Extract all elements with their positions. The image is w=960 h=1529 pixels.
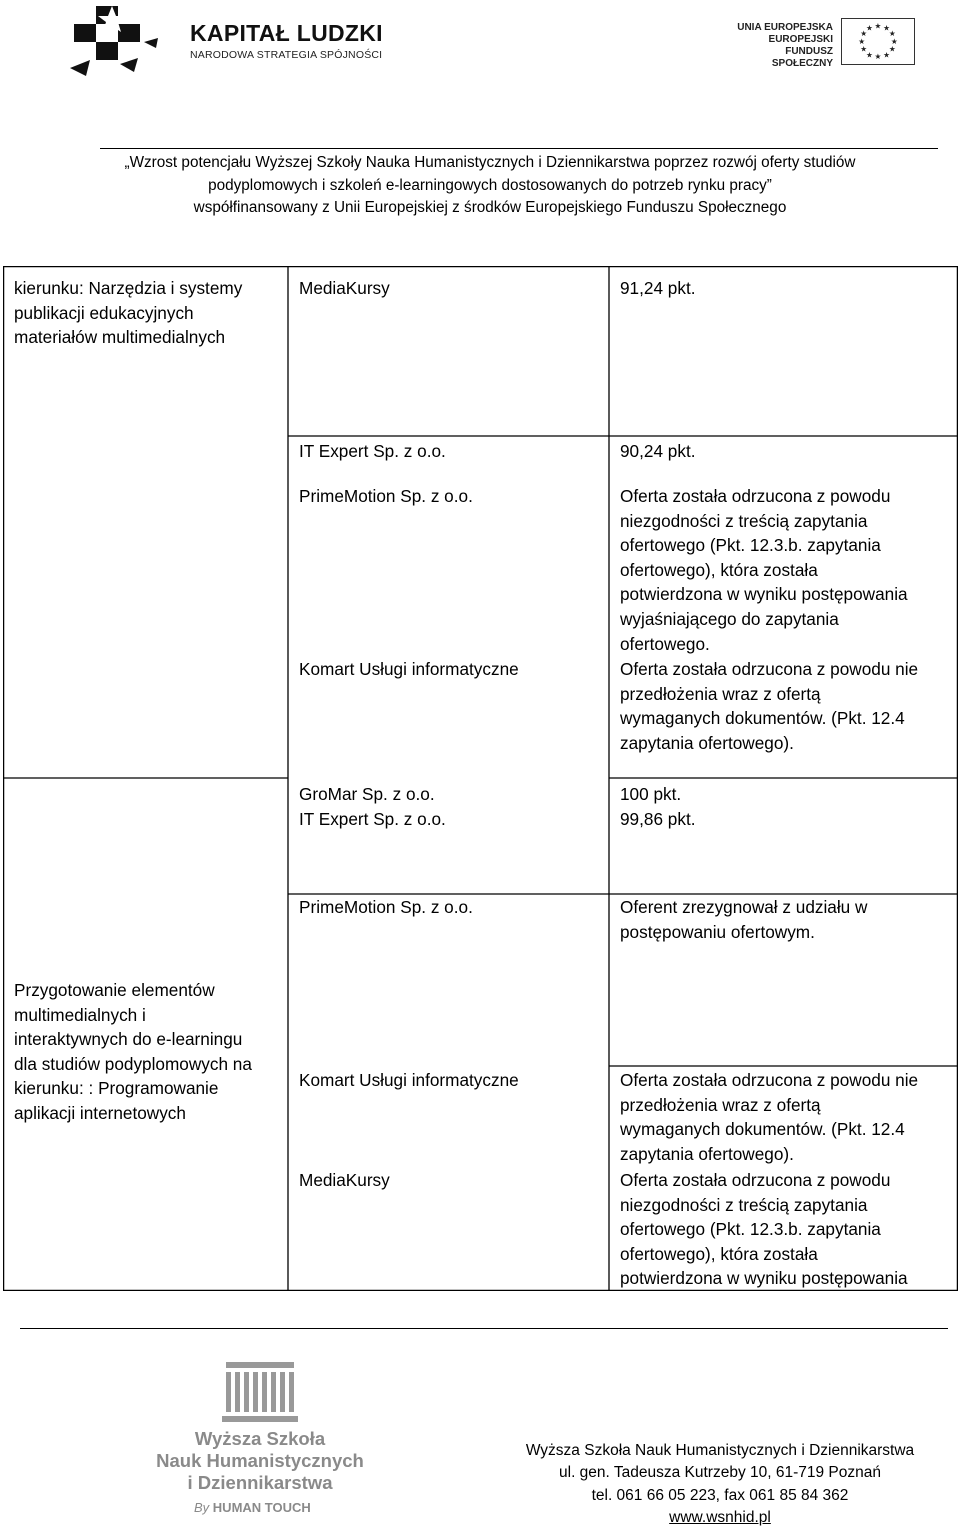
offer-result-line: niezgodności z treścią zapytania [620, 1194, 868, 1215]
svg-text:★: ★ [888, 29, 896, 39]
course-name-line: kierunku: Narzędzia i systemy [14, 278, 243, 298]
offer-result-line: Oferta została odrzucona z powodu [620, 1170, 891, 1190]
eu-logo-line: FUNDUSZ SPOŁECZNY [771, 46, 833, 69]
project-title [100, 152, 880, 220]
eu-logo-line: UNIA EUROPEJSKA [737, 22, 833, 33]
website-link[interactable]: www.wsnhid.pl [669, 1508, 771, 1526]
company-name: MediaKursy [299, 1170, 390, 1190]
offer-result-line: Oferent zrezygnował z udziału w [620, 897, 868, 917]
offer-result-line: ofertowego), która została [620, 559, 818, 580]
svg-text:★: ★ [860, 44, 868, 54]
course-name-line: multimedialnych i [14, 1004, 146, 1025]
university-building-icon [220, 1362, 300, 1424]
address-line: tel. 061 66 05 223, fax 061 85 84 362 [591, 1486, 849, 1504]
university-logo-line: i Dziennikarstwa [187, 1472, 333, 1493]
offer-result [620, 895, 950, 944]
offer-result-line: ofertowego. [620, 633, 710, 654]
course-name-line: kierunku: : Programowanie [14, 1078, 219, 1099]
offer-result [620, 657, 950, 755]
svg-text:★: ★ [865, 50, 873, 60]
kapital-ludzki-title: KAPITAŁ LUDZKI [190, 20, 383, 46]
course-name-line: interaktywnych do e-learningu [14, 1029, 243, 1050]
tagline-by: By [194, 1500, 210, 1515]
footer-address [510, 1440, 930, 1529]
kapital-ludzki-logo [60, 2, 383, 80]
university-logo-tagline [194, 1500, 311, 1515]
project-title-line: „Wzrost potencjału Wyższej Szkoły Nauka Humanistycznych i Dziennikarstwa poprzez rozwój oferty studiów [124, 154, 856, 171]
offer-result-line: 91,24 pkt. [620, 278, 696, 298]
address-line: ul. gen. Tadeusza Kutrzeby 10, 61-719 Poznań [559, 1464, 881, 1482]
offer-result-line: wymaganych dokumentów. (Pkt. 12.4 [620, 708, 905, 729]
offers-table [3, 266, 958, 1291]
offer-result-line: postępowaniu ofertowym. [620, 921, 815, 942]
project-title-line: podyplomowych i szkoleń e-learningowych dostosowanych do potrzeb rynku pracy” [208, 176, 772, 194]
svg-text:★: ★ [883, 50, 891, 60]
offer-result [620, 1068, 950, 1166]
offer-result-line: ofertowego (Pkt. 12.3.b. zapytania [620, 535, 881, 556]
address-line: Wyższa Szkoła Nauk Humanistycznych i Dziennikarstwa [525, 1442, 915, 1459]
kapital-ludzki-star-icon [60, 2, 178, 80]
company-name: GroMar Sp. z o.o. [299, 784, 435, 804]
tagline-text: HUMAN TOUCH [212, 1500, 311, 1515]
footer-divider [20, 1328, 948, 1329]
company-name: MediaKursy [299, 278, 390, 298]
offer-result-line: zapytania ofertowego). [620, 1143, 794, 1164]
svg-text:★: ★ [883, 23, 891, 33]
offer-result [620, 807, 950, 832]
svg-text:★: ★ [890, 36, 898, 46]
university-logo-name [150, 1428, 370, 1494]
offer-result-line: przedłożenia wraz z ofertą [620, 683, 821, 704]
svg-text:★: ★ [874, 52, 882, 62]
offer-result [620, 782, 950, 807]
offer-result-line: wymaganych dokumentów. (Pkt. 12.4 [620, 1119, 905, 1140]
university-logo [150, 1362, 370, 1527]
svg-text:★: ★ [860, 29, 868, 39]
eu-logo-text [730, 22, 833, 70]
offer-result [620, 276, 950, 301]
offer-result-line: Oferta została odrzucona z powodu [620, 486, 891, 506]
course-name-line: publikacji edukacyjnych [14, 302, 194, 323]
offer-result [620, 439, 950, 464]
company-name: Komart Usługi informatyczne [299, 1070, 519, 1090]
svg-text:★: ★ [888, 44, 896, 54]
offer-result-line: Oferta została odrzucona z powodu nie [620, 1070, 919, 1090]
company-name: IT Expert Sp. z o.o. [299, 441, 446, 461]
company-name: IT Expert Sp. z o.o. [299, 809, 446, 829]
offer-result-line: 90,24 pkt. [620, 441, 696, 461]
offer-result-line: potwierdzona w wyniku postępowania [620, 1268, 908, 1289]
course-name-line: dla studiów podyplomowych na [14, 1053, 252, 1074]
eu-logo [730, 18, 915, 68]
svg-text:★: ★ [858, 36, 866, 46]
course-name-cell [14, 978, 284, 1126]
university-logo-line: Wyższa Szkoła [194, 1428, 326, 1449]
offer-result-line: ofertowego), która została [620, 1243, 818, 1264]
course-name-line: aplikacji internetowych [14, 1102, 186, 1123]
university-logo-line: Nauk Humanistycznych [156, 1450, 364, 1471]
offer-result-line: 100 pkt. [620, 784, 682, 804]
course-name-cell [14, 276, 284, 350]
company-name: Komart Usługi informatyczne [299, 659, 519, 679]
company-name: PrimeMotion Sp. z o.o. [299, 897, 473, 917]
svg-text:★: ★ [874, 21, 882, 31]
eu-flag-icon [841, 18, 915, 65]
offer-result-line: potwierdzona w wyniku postępowania [620, 584, 908, 605]
course-name-line: materiałów multimedialnych [14, 327, 226, 348]
course-name-line: Przygotowanie elementów [14, 980, 215, 1000]
kapital-ludzki-subtitle: NARODOWA STRATEGIA SPÓJNOŚCI [190, 49, 383, 61]
eu-logo-line: EUROPEJSKI [768, 34, 833, 45]
svg-text:★: ★ [865, 23, 873, 33]
offer-result-line: przedłożenia wraz z ofertą [620, 1094, 821, 1115]
company-name: PrimeMotion Sp. z o.o. [299, 486, 473, 506]
offer-result-line: zapytania ofertowego). [620, 732, 794, 753]
header-divider [100, 148, 938, 149]
offer-result [620, 1168, 950, 1291]
project-title-line: współfinansowany z Unii Europejskiej z środków Europejskiego Funduszu Społecznego [193, 199, 787, 216]
offer-result [620, 484, 950, 656]
offer-result-line: ofertowego (Pkt. 12.3.b. zapytania [620, 1219, 881, 1240]
offer-result-line: niezgodności z treścią zapytania [620, 510, 868, 531]
offer-result-line: wyjaśniającego do zapytania [620, 608, 839, 629]
offer-result-line: 99,86 pkt. [620, 809, 696, 829]
offer-result-line: Oferta została odrzucona z powodu nie [620, 659, 919, 679]
